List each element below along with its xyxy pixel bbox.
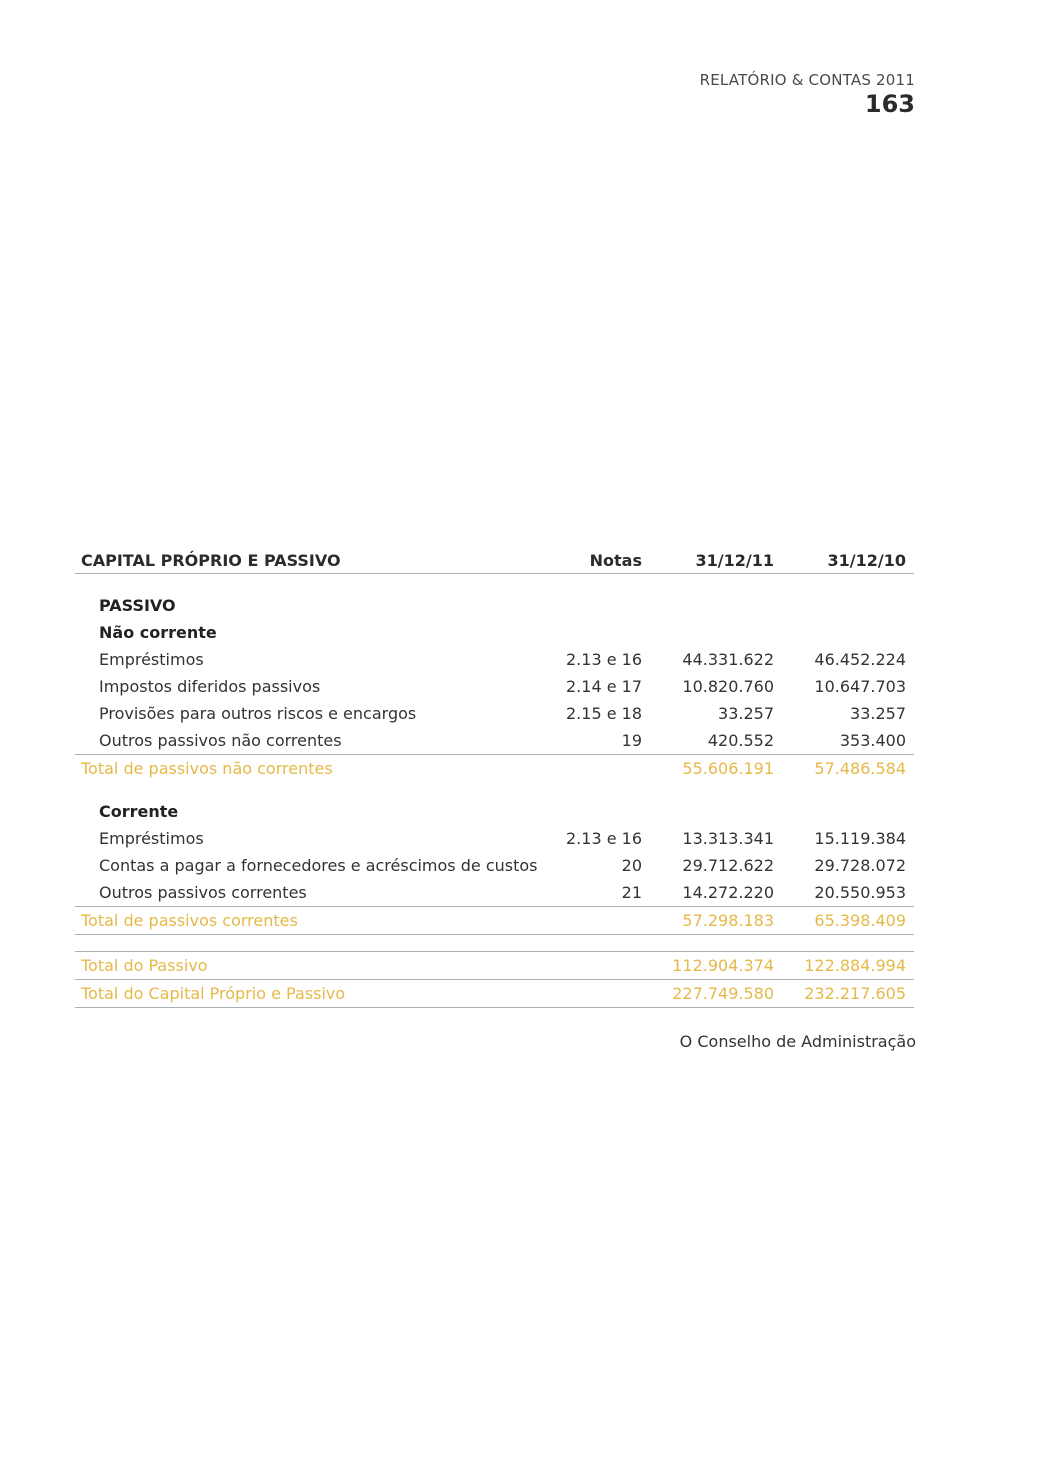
table-header-row: [75, 547, 914, 574]
row-notes: 2.13 e 16: [566, 829, 642, 848]
row-value-2011: 13.313.341: [682, 829, 774, 848]
row-value-2011: 33.257: [718, 704, 774, 723]
balance-sheet-table: [75, 547, 914, 1008]
row-value-2011: 29.712.622: [682, 856, 774, 875]
row-value-2010: 33.257: [850, 704, 906, 723]
row-value-2011: 44.331.622: [682, 650, 774, 669]
row-label: Impostos diferidos passivos: [99, 677, 321, 696]
total-value-2010: 122.884.994: [804, 956, 906, 975]
total-label: Total de passivos correntes: [81, 911, 298, 930]
row-label: Empréstimos: [99, 829, 204, 848]
table-row: [75, 879, 914, 906]
divider: [75, 934, 914, 952]
row-notes: 21: [621, 883, 642, 902]
table-row: [75, 700, 914, 727]
total-value-2010: 232.217.605: [804, 984, 906, 1003]
row-label: Outros passivos não correntes: [99, 731, 342, 750]
total-value-2011: 57.298.183: [682, 911, 774, 930]
total-value-2010: 57.486.584: [814, 759, 906, 778]
section-nao-corrente: [75, 619, 914, 646]
total-value-2011: 55.606.191: [682, 759, 774, 778]
row-notes: 2.13 e 16: [566, 650, 642, 669]
page-header: [700, 70, 915, 118]
total-row-nao-correntes: [75, 754, 914, 782]
column-header-label: CAPITAL PRÓPRIO E PASSIVO: [81, 551, 341, 570]
section-corrente: [75, 798, 914, 825]
row-value-2010: 29.728.072: [814, 856, 906, 875]
row-value-2010: 15.119.384: [814, 829, 906, 848]
row-value-2010: 20.550.953: [814, 883, 906, 902]
signature-line: O Conselho de Administração: [679, 1032, 916, 1051]
row-value-2010: 46.452.224: [814, 650, 906, 669]
row-label: Empréstimos: [99, 650, 204, 669]
table-row: [75, 825, 914, 852]
column-header-year2: 31/12/10: [827, 551, 906, 570]
report-title: RELATÓRIO & CONTAS 2011: [699, 71, 915, 89]
row-notes: 19: [621, 731, 642, 750]
row-label: Provisões para outros riscos e encargos: [99, 704, 417, 723]
total-value-2010: 65.398.409: [814, 911, 906, 930]
total-value-2011: 227.749.580: [672, 984, 774, 1003]
total-label: Total de passivos não correntes: [81, 759, 333, 778]
row-notes: 2.15 e 18: [566, 704, 642, 723]
section-passivo: [75, 592, 914, 619]
row-label: Outros passivos correntes: [99, 883, 307, 902]
table-row: [75, 727, 914, 754]
row-value-2011: 420.552: [707, 731, 774, 750]
total-label: Total do Passivo: [81, 956, 208, 975]
total-row-passivo: [75, 952, 914, 979]
row-value-2011: 14.272.220: [682, 883, 774, 902]
total-row-capital-passivo: [75, 979, 914, 1008]
total-row-correntes: [75, 906, 914, 934]
row-value-2011: 10.820.760: [682, 677, 774, 696]
table-row: [75, 646, 914, 673]
row-label: Contas a pagar a fornecedores e acréscimos de custos: [99, 856, 538, 875]
row-notes: 2.14 e 17: [566, 677, 642, 696]
subsection-title: Não corrente: [99, 623, 217, 642]
subsection-title: Corrente: [99, 802, 179, 821]
table-row: [75, 673, 914, 700]
total-label: Total do Capital Próprio e Passivo: [81, 984, 346, 1003]
row-value-2010: 10.647.703: [814, 677, 906, 696]
row-notes: 20: [621, 856, 642, 875]
column-header-year1: 31/12/11: [695, 551, 774, 570]
total-value-2011: 112.904.374: [672, 956, 774, 975]
row-value-2010: 353.400: [839, 731, 906, 750]
page-number: 163: [864, 90, 915, 118]
column-header-notes: Notas: [589, 551, 642, 570]
table-row: [75, 852, 914, 879]
section-title: PASSIVO: [99, 596, 176, 615]
